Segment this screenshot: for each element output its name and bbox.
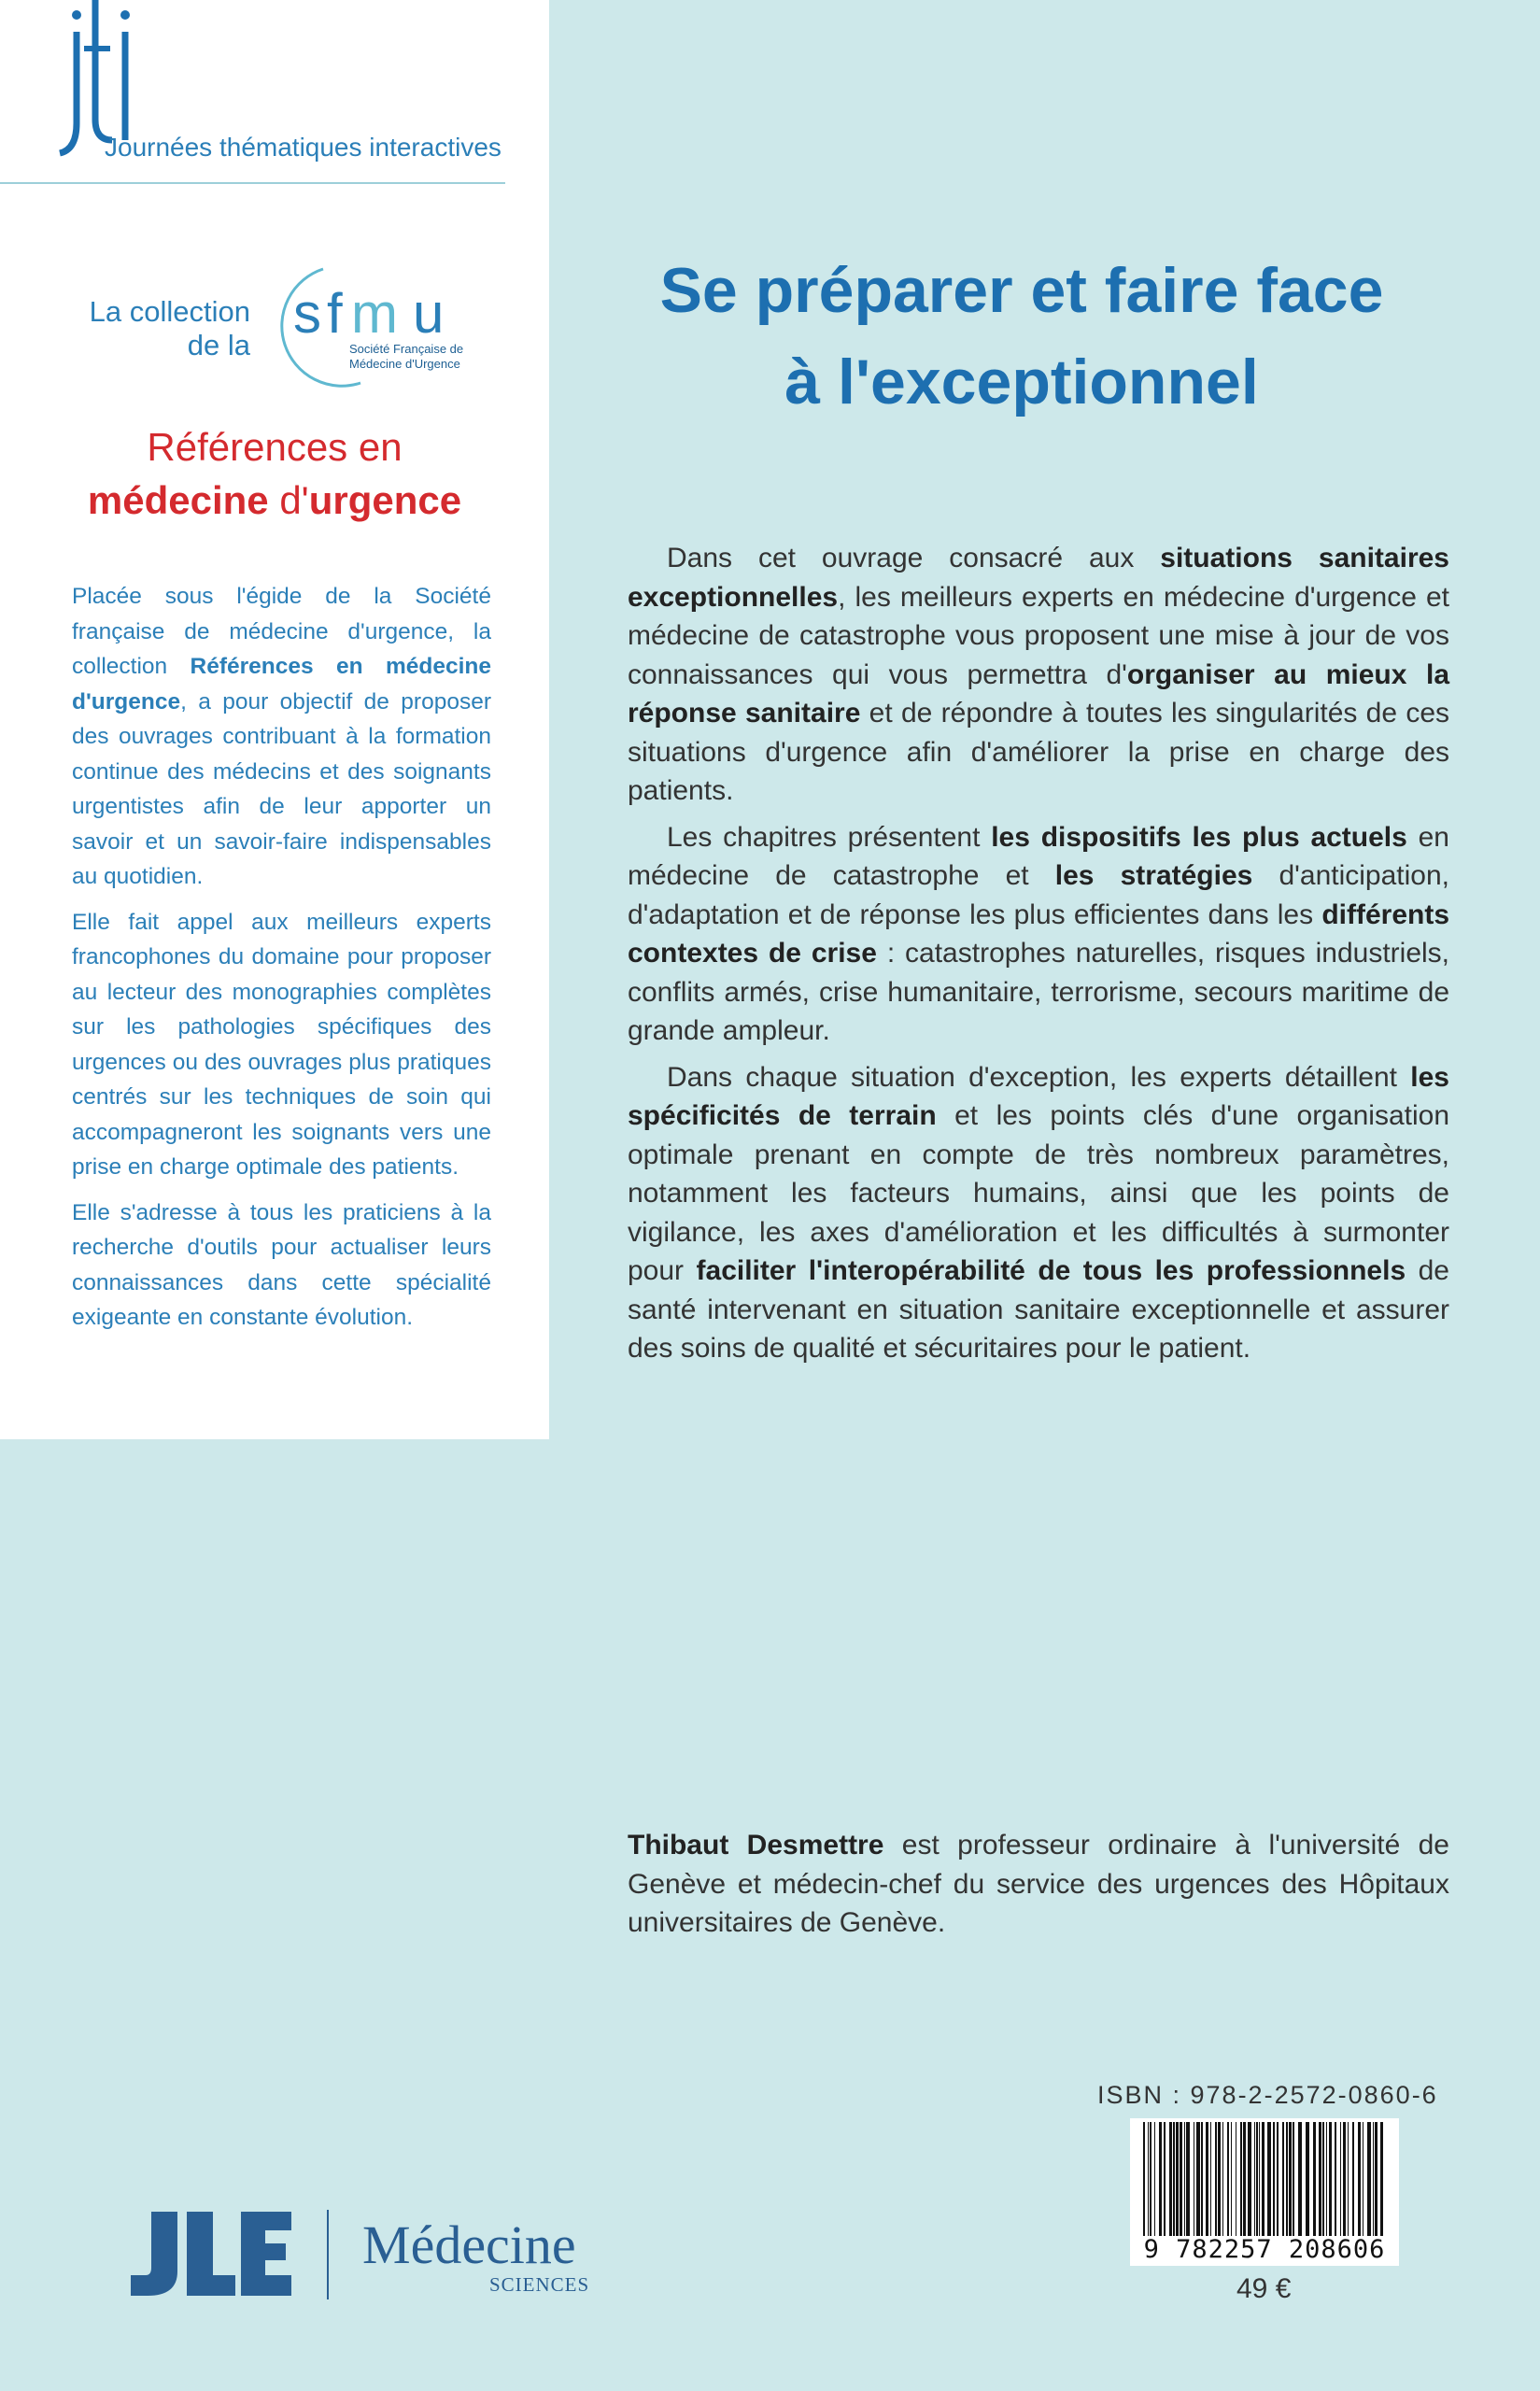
barcode-bar <box>1164 2122 1166 2236</box>
barcode-bar <box>1262 2122 1264 2236</box>
barcode-bar <box>1222 2122 1223 2236</box>
barcode-bar <box>1273 2122 1275 2236</box>
collection-panel <box>0 0 549 1439</box>
author-bio <box>628 1826 1449 1943</box>
barcode-bar <box>1306 2122 1309 2236</box>
description-paragraph: Dans cet ouvrage consacré aux situations sanitaires exceptionnelles, les meilleurs experts en médecine d'urgence et médecine de catastrophe vous proposent une mise à jour de vos connaissances qui vous permettra d'organiser au mieux la réponse sanitaire et de répondre à toutes les singularités de ces situations d'urgence afin d'améliorer la prise en charge des patients. <box>628 543 1450 806</box>
barcode <box>1130 2118 1399 2266</box>
sfmu-caption-1: Société Française de <box>349 342 464 356</box>
barcode-bar <box>1326 2122 1327 2236</box>
barcode-bar <box>1231 2122 1232 2236</box>
barcode-bar <box>1367 2122 1371 2236</box>
barcode-bar <box>1173 2122 1175 2236</box>
collection-title-line2 <box>37 478 512 523</box>
barcode-bar <box>1169 2122 1172 2236</box>
svg-text:u: u <box>413 282 445 345</box>
collection-title-line1: Références en <box>147 425 403 469</box>
book-title-line1: Se préparer et faire face <box>659 255 1384 326</box>
barcode-bar <box>1201 2122 1203 2236</box>
collection-paragraph: Elle s'adresse à tous les praticiens à la recherche d'outils pour actualiser leurs connaissances dans cette spécialité exigeante en constante évolution. <box>72 1199 491 1330</box>
barcode-bar <box>1227 2122 1229 2236</box>
description-paragraph: Dans chaque situation d'exception, les experts détaillent les spécificités de terrain et les points clés d'une organisation optimale prenant en compte de très nombreux paramètres, notamment les facteurs humains, ainsi que les points de vigilance, les axes d'amélioration et les difficultés à surmonter pour faciliter l'interopérabilité de tous les professionnels de santé intervenant en situation sanitaire exceptionnelle et assurer des soins de qualité et sécuritaires pour le patient. <box>628 1061 1450 1364</box>
publisher-divider <box>327 2210 329 2299</box>
barcode-bar <box>1206 2122 1208 2236</box>
barcode-bar <box>1340 2122 1341 2236</box>
barcode-bar <box>1154 2122 1155 2236</box>
barcode-bar <box>1293 2122 1294 2236</box>
barcode-bar <box>1380 2122 1383 2236</box>
collection-label-line2: de la <box>187 329 250 361</box>
barcode-bar <box>1298 2122 1302 2236</box>
collection-title-word2: d' <box>268 478 309 522</box>
barcode-bar <box>1143 2122 1145 2236</box>
book-title-line2: à l'exceptionnel <box>784 347 1259 417</box>
jle-logo <box>125 2206 293 2299</box>
series-tagline: Journées thématiques interactives <box>105 133 502 162</box>
barcode-number: 9 782257 208606 <box>1143 2235 1386 2264</box>
author-name: Thibaut Desmettre <box>628 1830 884 1860</box>
barcode-bar <box>1196 2122 1200 2236</box>
sfmu-caption-2: Médecine d'Urgence <box>349 357 460 371</box>
collection-paragraph: Placée sous l'égide de la Société française de médecine d'urgence, la collection Références en médecine d'urgence, a pour objectif de proposer des ouvrages contribuant à la formation continue des médecins et des soignants urgentistes afin de leur apporter un savoir et un savoir-faire indispensables au quotidien. <box>72 584 491 889</box>
barcode-bar <box>1248 2122 1251 2236</box>
barcode-bar <box>1267 2122 1271 2236</box>
barcode-bar <box>1348 2122 1349 2236</box>
barcode-bar <box>1150 2122 1151 2236</box>
book-description <box>628 539 1449 1376</box>
barcode-bar <box>1186 2122 1190 2236</box>
barcode-bar <box>1254 2122 1255 2236</box>
barcode-bar <box>1289 2122 1292 2236</box>
barcode-bar <box>1373 2122 1374 2236</box>
sfmu-logo <box>267 260 495 390</box>
barcode-bar <box>1329 2122 1332 2236</box>
barcode-bar <box>1343 2122 1346 2236</box>
collection-paragraph: Elle fait appel aux meilleurs experts francophones du domaine pour proposer au lecteur des monographies complètes sur les pathologies spécifiques des urgences ou des ouvrages plus pratiques centrés sur les techniques de soin qui accompagneront les soignants vers une prise en charge optimale des patients. <box>72 909 491 1180</box>
barcode-bar <box>1180 2122 1182 2236</box>
barcode-bar <box>1240 2122 1242 2236</box>
barcode-bar <box>1319 2122 1321 2236</box>
svg-text:m: m <box>351 282 398 345</box>
publisher-subtitle: SCIENCES <box>489 2273 590 2296</box>
publisher-name: Médecine <box>362 2214 576 2275</box>
barcode-bar <box>1352 2122 1354 2236</box>
barcode-bar <box>1148 2122 1149 2236</box>
price: 49 € <box>1236 2273 1292 2304</box>
barcode-bar <box>1259 2122 1260 2236</box>
barcode-bar <box>1256 2122 1258 2236</box>
isbn: ISBN : 978-2-2572-0860-6 <box>1097 2081 1438 2109</box>
svg-text:s: s <box>293 282 321 345</box>
barcode-bar <box>1282 2122 1284 2236</box>
description-paragraph: Les chapitres présentent les dispositifs les plus actuels en médecine de catastrophe et les stratégies d'anticipation, d'adaptation et de réponse les plus efficientes dans les différents contextes de crise : catastrophes naturelles, risques industriels, conflits armés, crise humanitaire, terrorisme, secours maritime de grande ampleur. <box>628 821 1450 1046</box>
barcode-bar <box>1218 2122 1221 2236</box>
collection-title-word3: urgence <box>308 478 462 522</box>
collection-label-line1: La collection <box>89 295 250 328</box>
barcode-bar <box>1210 2122 1211 2236</box>
barcode-bar <box>1335 2122 1336 2236</box>
barcode-bar <box>1358 2122 1361 2236</box>
barcode-bar <box>1286 2122 1288 2236</box>
svg-text:f: f <box>327 282 343 345</box>
collection-title-word1: médecine <box>87 478 269 522</box>
author-description: est professeur ordinaire à l'université de Genève et médecin-chef du service des urgences des Hôpitaux universitaires de Genève. <box>628 1830 1449 1938</box>
barcode-bar <box>1243 2122 1246 2236</box>
barcode-bar <box>1176 2122 1179 2236</box>
collection-description <box>72 579 491 1346</box>
barcode-bar <box>1277 2122 1279 2236</box>
barcode-bar <box>1375 2122 1378 2236</box>
barcode-bar <box>1322 2122 1324 2236</box>
barcode-bars <box>1130 2122 1399 2240</box>
barcode-bar <box>1159 2122 1162 2236</box>
barcode-bar <box>1184 2122 1185 2236</box>
barcode-bar <box>1313 2122 1316 2236</box>
divider <box>0 182 505 184</box>
barcode-bar <box>1215 2122 1217 2236</box>
